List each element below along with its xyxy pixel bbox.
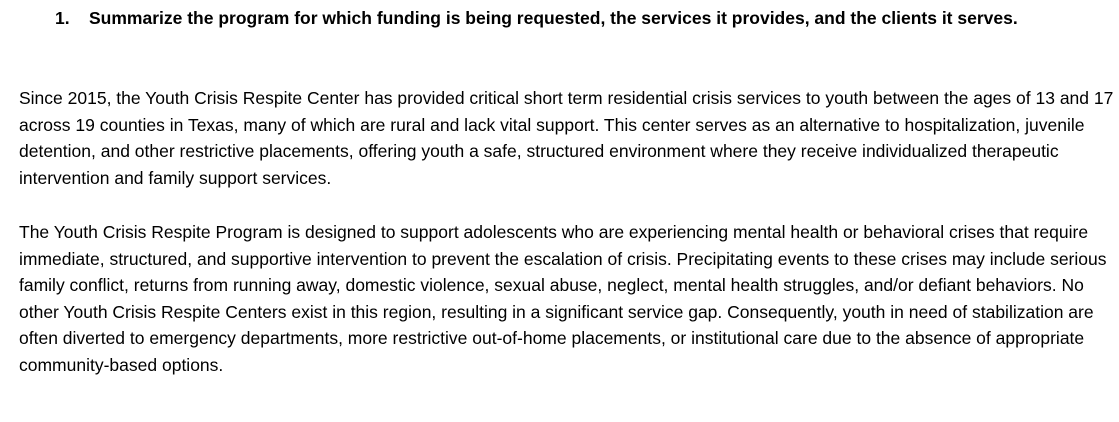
paragraph-program-design: The Youth Crisis Respite Program is designed to support adolescents who are experiencing mental health or behavioral crises that require immediate, structured, and supportive intervention to prevent the escalation of crisis. Precipitating events to these crises may include serious family conflict, returns from running away, domestic violence, sexual abuse, neglect, mental health struggles, and/or defiant behaviors. No other Youth Crisis Respite Centers exist in this region, resulting in a significant service gap. Consequently, youth in need of stabilization are often diverted to emergency departments, more restrictive out-of-home placements, or institutional care due to the absence of appropriate community-based options. (19, 222, 1107, 375)
question-heading (55, 6, 1065, 30)
paragraph-program-overview: Since 2015, the Youth Crisis Respite Center has provided critical short term residential crisis services to youth between the ages of 13 and 17 across 19 counties in Texas, many of which are rural and lack vital support. This center serves as an alternative to hospitalization, juvenile detention, and other restrictive placements, offering youth a safe, structured environment where they receive individualized therapeutic intervention and family support services. (19, 88, 1114, 188)
question-number: 1. (55, 8, 70, 28)
question-text: Summarize the program for which funding is being requested, the services it provides, and the clients it serves. (89, 8, 1018, 28)
